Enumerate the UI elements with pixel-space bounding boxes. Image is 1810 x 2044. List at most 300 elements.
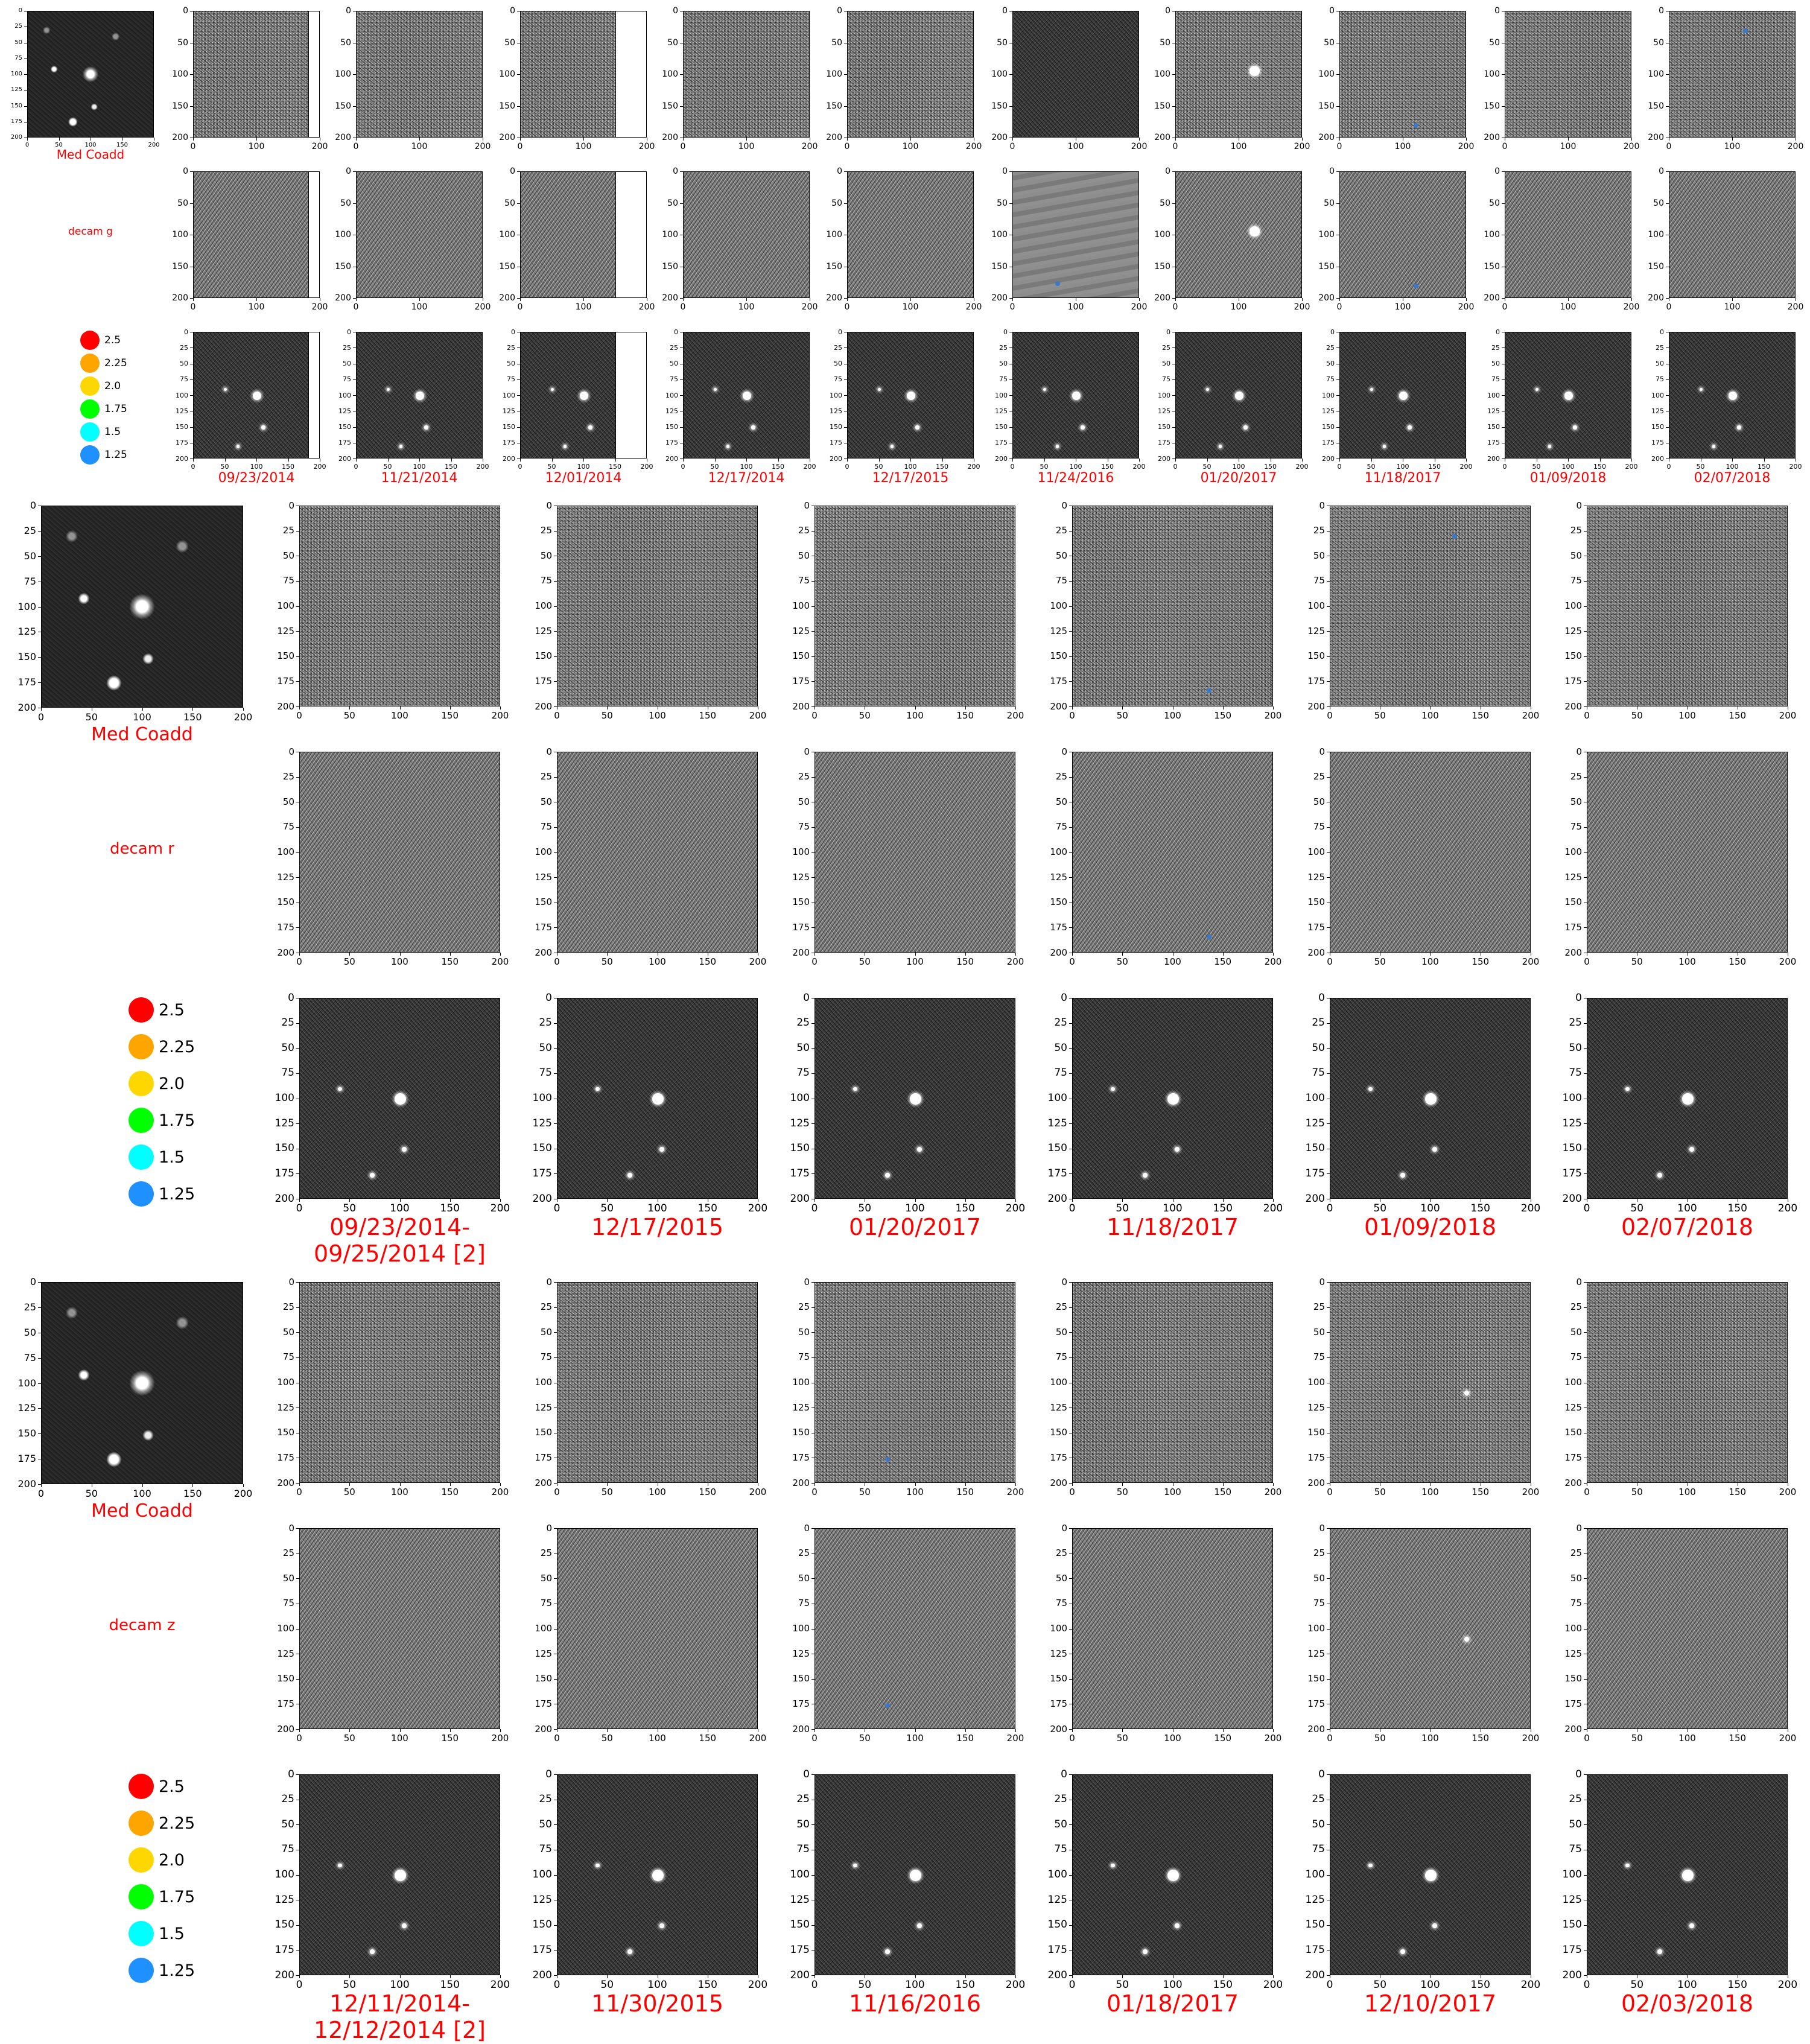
legend-label: 2.25 — [159, 1037, 195, 1056]
y-tick-label: 150 — [1487, 423, 1500, 431]
tick-mark — [683, 138, 684, 141]
y-tick-label: 200 — [1487, 454, 1500, 463]
tick-mark — [1009, 171, 1012, 172]
y-tick-label: 25 — [540, 525, 552, 536]
tick-mark — [811, 1048, 815, 1049]
y-tick-label: 200 — [830, 454, 842, 463]
tick-mark — [1584, 1123, 1587, 1124]
tick-mark — [1273, 706, 1274, 709]
tick-mark — [1666, 74, 1669, 75]
tick-mark — [554, 1774, 557, 1775]
x-tick-label: 200 — [1520, 1979, 1541, 1991]
coadd-caption: Med Coadd — [91, 1500, 193, 1522]
tick-mark — [1327, 656, 1330, 657]
y-tick-label: 75 — [796, 1843, 810, 1856]
tick-mark — [1584, 1173, 1587, 1174]
tick-mark — [353, 74, 356, 75]
x-tick-label: 150 — [1758, 463, 1770, 471]
coadd-caption: Med Coadd — [56, 147, 125, 162]
y-tick-label: 25 — [24, 1301, 36, 1313]
y-tick-label: 0 — [288, 1768, 294, 1780]
tick-mark — [746, 298, 747, 301]
x-tick-label: 200 — [1264, 1487, 1282, 1497]
y-tick-label: 75 — [540, 1598, 552, 1609]
y-tick-label: 200 — [1651, 454, 1664, 463]
tick-mark — [296, 1307, 299, 1308]
y-tick-label: 200 — [1564, 1723, 1582, 1735]
tick-mark — [1139, 298, 1140, 301]
x-tick-label: 100 — [1561, 463, 1575, 471]
y-tick-label: 0 — [1165, 167, 1170, 176]
tick-mark — [1339, 138, 1340, 141]
y-tick-label: 100 — [792, 1377, 810, 1388]
x-tick-label: 100 — [1163, 1979, 1183, 1991]
tick-mark — [915, 1729, 916, 1732]
x-tick-label: 50 — [1202, 463, 1211, 471]
legend-dot — [129, 1921, 154, 1946]
y-tick-label: 25 — [540, 771, 552, 782]
y-tick-label: 125 — [532, 1893, 552, 1906]
y-tick-label: 100 — [172, 69, 188, 79]
tick-mark — [1327, 1875, 1330, 1876]
source-blob — [885, 1173, 890, 1178]
x-tick-label: 150 — [1729, 956, 1747, 967]
y-tick-label: 0 — [674, 328, 678, 336]
source-blob — [253, 392, 262, 401]
y-tick-label: 50 — [281, 1041, 294, 1054]
y-tick-label: 75 — [282, 821, 294, 833]
y-tick-label: 125 — [1305, 1117, 1325, 1129]
y-tick-label: 50 — [1313, 1572, 1325, 1584]
y-tick-label: 0 — [1061, 1276, 1067, 1287]
x-tick-label: 0 — [25, 142, 30, 148]
date-label: 11/16/2016 — [848, 1990, 982, 2017]
y-tick-label: 100 — [535, 1623, 552, 1634]
x-tick-label: 100 — [1230, 142, 1247, 151]
y-tick-label: 0 — [1659, 6, 1664, 16]
y-tick-label: 75 — [1055, 821, 1067, 833]
y-tick-label: 0 — [804, 500, 810, 511]
y-tick-label: 0 — [803, 1768, 810, 1780]
source-blob — [1573, 425, 1577, 429]
x-tick-label: 100 — [647, 1979, 667, 1991]
x-tick-label: 100 — [902, 302, 919, 312]
x-tick-label: 150 — [1729, 710, 1747, 721]
x-tick-label: 150 — [956, 1733, 974, 1744]
y-tick-label: 150 — [792, 650, 810, 662]
diff-image-row1 — [356, 11, 483, 138]
y-tick-label: 25 — [1570, 1301, 1582, 1313]
legend-entry-1 — [129, 1811, 195, 1836]
y-tick-label: 175 — [995, 439, 1008, 447]
y-tick-label: 50 — [667, 198, 678, 208]
tick-mark — [1009, 427, 1012, 428]
y-tick-label: 125 — [1305, 1893, 1325, 1906]
source-blob — [1432, 1923, 1437, 1928]
tick-mark — [1072, 1729, 1073, 1732]
y-tick-label: 50 — [798, 1326, 810, 1338]
y-tick-label: 200 — [275, 1969, 294, 1981]
x-tick-label: 200 — [1777, 1979, 1798, 1991]
x-tick-label: 100 — [1394, 142, 1411, 151]
y-tick-label: 175 — [1158, 439, 1170, 447]
y-tick-label: 75 — [540, 821, 552, 833]
y-tick-label: 25 — [798, 525, 810, 536]
y-tick-label: 175 — [275, 1167, 294, 1179]
source-blob — [424, 425, 428, 429]
x-tick-label: 150 — [772, 463, 784, 471]
y-tick-label: 25 — [1569, 1017, 1582, 1029]
tick-mark — [419, 459, 420, 462]
y-tick-label: 200 — [1154, 293, 1170, 303]
tick-mark — [1502, 379, 1505, 380]
y-tick-label: 25 — [14, 23, 22, 30]
y-tick-label: 25 — [1055, 1547, 1067, 1559]
x-tick-label: 0 — [811, 1979, 818, 1991]
source-blob — [1737, 425, 1741, 429]
tick-mark — [1139, 459, 1140, 462]
tick-mark — [1466, 459, 1467, 462]
y-tick-label: 25 — [180, 343, 188, 352]
source-blob — [659, 1147, 664, 1152]
tick-mark — [680, 171, 683, 172]
date-label: 12/17/2014 — [708, 471, 785, 486]
tick-mark — [296, 827, 299, 828]
y-tick-label: 150 — [532, 1142, 552, 1155]
y-tick-label: 125 — [1307, 1401, 1325, 1413]
x-tick-label: 50 — [601, 1733, 613, 1744]
y-tick-label: 200 — [535, 1477, 552, 1488]
x-tick-label: 100 — [1726, 463, 1739, 471]
y-tick-label: 50 — [834, 360, 842, 367]
y-tick-label: 200 — [991, 293, 1008, 303]
tick-mark — [296, 1774, 299, 1775]
tick-mark — [715, 459, 716, 462]
x-tick-label: 200 — [1777, 1202, 1798, 1214]
y-tick-label: 125 — [1564, 871, 1582, 883]
y-tick-label: 75 — [999, 375, 1008, 384]
tick-mark — [296, 877, 299, 878]
tick-mark — [1069, 1357, 1072, 1358]
y-tick-label: 125 — [1050, 871, 1067, 883]
y-tick-label: 200 — [662, 133, 678, 142]
x-tick-label: 0 — [1336, 302, 1342, 312]
x-tick-label: 50 — [220, 463, 229, 471]
x-tick-label: 100 — [575, 302, 592, 312]
legend-label: 1.75 — [104, 403, 127, 415]
legend-entry-3 — [129, 1884, 195, 1909]
y-tick-label: 50 — [1569, 1041, 1582, 1054]
tick-mark — [192, 708, 193, 711]
y-tick-label: 50 — [1653, 37, 1664, 48]
y-tick-label: 25 — [1162, 343, 1170, 352]
y-tick-label: 125 — [1158, 407, 1170, 415]
tick-mark — [1327, 852, 1330, 853]
y-tick-label: 200 — [665, 454, 678, 463]
tick-mark — [1015, 1729, 1016, 1732]
y-tick-label: 175 — [535, 675, 552, 687]
tick-mark — [500, 1483, 501, 1486]
x-tick-label: 100 — [906, 1733, 924, 1744]
tick-mark — [353, 203, 356, 204]
x-tick-label: 200 — [1006, 1733, 1024, 1744]
tick-mark — [517, 203, 520, 204]
source-blob — [1535, 388, 1539, 391]
x-tick-label: 200 — [1005, 1202, 1026, 1214]
x-tick-label: 0 — [554, 1733, 560, 1744]
x-tick-label: 200 — [1522, 1487, 1540, 1497]
source-blob — [714, 388, 717, 391]
y-tick-label: 50 — [796, 1818, 810, 1830]
y-tick-label: 150 — [277, 897, 294, 908]
x-tick-label: 50 — [1374, 710, 1386, 721]
tick-mark — [296, 1824, 299, 1825]
y-tick-label: 100 — [277, 1377, 294, 1388]
y-tick-label: 100 — [790, 1092, 810, 1104]
tick-mark — [607, 953, 608, 956]
y-tick-label: 150 — [792, 1673, 810, 1684]
x-tick-label: 200 — [1131, 302, 1148, 312]
x-tick-label: 200 — [1005, 1979, 1026, 1991]
tick-mark — [41, 1484, 42, 1487]
x-tick-label: 50 — [343, 1487, 355, 1497]
legend-entry-4 — [80, 422, 121, 442]
y-tick-label: 50 — [340, 37, 351, 48]
x-tick-label: 50 — [874, 463, 883, 471]
x-tick-label: 150 — [441, 1733, 459, 1744]
tick-mark — [554, 1357, 557, 1358]
y-tick-label: 50 — [1653, 198, 1664, 208]
tick-mark — [142, 708, 143, 711]
x-tick-label: 200 — [1520, 1202, 1541, 1214]
x-tick-label: 100 — [390, 1979, 410, 1991]
tick-mark — [1336, 74, 1339, 75]
y-tick-label: 100 — [1047, 1868, 1067, 1881]
y-tick-label: 200 — [535, 700, 552, 712]
source-blob — [1657, 1173, 1662, 1178]
observation-image — [1587, 998, 1788, 1199]
diff-image-row2 — [815, 752, 1015, 953]
legend-entry-3 — [80, 399, 127, 419]
y-tick-label: 0 — [184, 328, 188, 336]
x-tick-label: 50 — [858, 1202, 872, 1214]
x-tick-label: 200 — [1522, 1733, 1540, 1744]
band-label: decam g — [68, 226, 113, 238]
source-blob — [917, 1923, 922, 1928]
y-tick-label: 75 — [507, 375, 515, 384]
source-blob — [1682, 1093, 1694, 1105]
y-tick-label: 200 — [826, 133, 842, 142]
x-tick-label: 200 — [1787, 302, 1804, 312]
y-tick-label: 50 — [1656, 360, 1664, 367]
y-tick-label: 100 — [1307, 1623, 1325, 1634]
x-tick-label: 0 — [553, 1202, 560, 1214]
legend-dot — [129, 1811, 154, 1836]
x-tick-label: 100 — [1724, 142, 1741, 151]
y-tick-label: 125 — [277, 625, 294, 636]
tick-mark — [1172, 203, 1175, 204]
y-tick-label: 0 — [803, 991, 810, 1004]
x-tick-label: 50 — [1367, 463, 1376, 471]
source-blob — [878, 388, 881, 391]
tick-mark — [299, 1729, 300, 1732]
x-tick-label: 0 — [680, 142, 686, 151]
y-tick-label: 0 — [837, 6, 842, 16]
y-tick-label: 0 — [1319, 746, 1325, 757]
tick-mark — [400, 706, 401, 709]
tick-mark — [450, 1975, 451, 1978]
legend-label: 2.5 — [104, 334, 121, 346]
x-tick-label: 100 — [1396, 463, 1409, 471]
source-blob — [1243, 425, 1247, 429]
legend-label: 2.25 — [104, 357, 127, 369]
y-tick-label: 150 — [535, 650, 552, 662]
observation-image — [557, 1774, 758, 1975]
legend-label: 2.0 — [159, 1074, 185, 1093]
x-tick-label: 50 — [547, 463, 556, 471]
tick-mark — [910, 138, 911, 141]
x-tick-label: 50 — [1374, 956, 1386, 967]
x-tick-label: 0 — [296, 1733, 302, 1744]
y-tick-label: 125 — [790, 1117, 810, 1129]
tick-mark — [41, 708, 42, 711]
y-tick-label: 200 — [1564, 700, 1582, 712]
x-tick-label: 0 — [296, 956, 302, 967]
x-tick-label: 100 — [1560, 302, 1577, 312]
y-tick-label: 150 — [1648, 261, 1664, 271]
tick-mark — [349, 1975, 350, 1978]
y-tick-label: 200 — [1050, 1723, 1067, 1735]
tick-mark — [1327, 1023, 1330, 1024]
y-tick-label: 125 — [277, 1401, 294, 1413]
x-tick-label: 150 — [956, 956, 974, 967]
y-tick-label: 75 — [539, 1067, 552, 1079]
x-tick-label: 0 — [554, 1487, 560, 1497]
y-tick-label: 175 — [277, 675, 294, 687]
y-tick-label: 25 — [282, 771, 294, 782]
tick-mark — [554, 927, 557, 928]
x-tick-label: 200 — [801, 302, 818, 312]
tick-mark — [680, 203, 683, 204]
source-blob — [1081, 425, 1084, 429]
y-tick-label: 200 — [1158, 454, 1170, 463]
tick-mark — [1015, 706, 1016, 709]
tick-mark — [1072, 953, 1073, 956]
x-tick-label: 100 — [575, 142, 592, 151]
tick-mark — [554, 1578, 557, 1579]
y-tick-label: 25 — [1055, 1301, 1067, 1313]
y-tick-label: 0 — [546, 746, 552, 757]
tick-mark — [811, 681, 815, 682]
tick-mark — [353, 427, 356, 428]
y-tick-label: 200 — [277, 1723, 294, 1735]
y-tick-label: 100 — [995, 391, 1008, 399]
x-tick-label: 0 — [844, 142, 850, 151]
x-tick-label: 150 — [1101, 463, 1114, 471]
observation-image — [1330, 998, 1531, 1199]
x-tick-label: 200 — [491, 956, 509, 967]
tick-mark — [1584, 1528, 1587, 1529]
tick-mark — [554, 1173, 557, 1174]
tick-mark — [1175, 459, 1176, 462]
tick-mark — [811, 1629, 815, 1630]
y-tick-label: 75 — [1313, 821, 1325, 833]
tick-mark — [1336, 171, 1339, 172]
tick-mark — [554, 1282, 557, 1283]
tick-mark — [554, 1629, 557, 1630]
x-tick-label: 100 — [1421, 1487, 1439, 1497]
source-blob — [1564, 392, 1573, 401]
observation-image — [193, 332, 320, 459]
x-tick-label: 200 — [313, 463, 326, 471]
date-label: 12/17/2015 — [591, 1214, 724, 1240]
y-tick-label: 75 — [834, 375, 842, 384]
y-tick-label: 75 — [1055, 575, 1067, 586]
y-tick-label: 75 — [24, 1351, 36, 1363]
y-tick-label: 125 — [792, 1401, 810, 1413]
y-tick-label: 200 — [1562, 1192, 1582, 1205]
y-tick-label: 50 — [540, 550, 552, 561]
tick-mark — [554, 1023, 557, 1024]
x-tick-label: 100 — [577, 463, 590, 471]
y-tick-label: 75 — [1326, 375, 1335, 384]
tick-mark — [1302, 298, 1303, 301]
y-tick-label: 175 — [10, 118, 22, 125]
x-tick-label: 150 — [1428, 463, 1441, 471]
tick-mark — [1223, 1483, 1224, 1486]
x-tick-label: 200 — [1295, 463, 1309, 471]
x-tick-label: 150 — [1470, 1979, 1490, 1991]
tick-mark — [1327, 631, 1330, 632]
y-tick-label: 200 — [277, 1477, 294, 1488]
source-blob — [853, 1864, 857, 1868]
tick-mark — [1012, 459, 1013, 462]
x-tick-label: 0 — [354, 463, 358, 471]
tick-mark — [1223, 1975, 1224, 1978]
tick-mark — [1069, 1023, 1072, 1024]
legend-dot — [129, 1181, 154, 1207]
diff-image-row1 — [557, 1282, 758, 1483]
source-blob — [588, 425, 592, 429]
y-tick-label: 200 — [792, 947, 810, 958]
y-tick-label: 150 — [1564, 1427, 1582, 1438]
source-blob — [1072, 392, 1081, 401]
y-tick-label: 200 — [1050, 947, 1067, 958]
x-tick-label: 200 — [1294, 142, 1310, 151]
tick-mark — [353, 106, 356, 107]
tick-mark — [38, 1358, 41, 1359]
tick-mark — [1069, 1073, 1072, 1074]
legend-dot — [80, 354, 100, 373]
observation-image — [1669, 332, 1796, 459]
x-tick-label: 100 — [1678, 710, 1696, 721]
tick-mark — [1139, 138, 1140, 141]
tick-mark — [1584, 1824, 1587, 1825]
x-tick-label: 50 — [1373, 1202, 1387, 1214]
tick-mark — [1069, 1048, 1072, 1049]
y-tick-label: 200 — [17, 702, 36, 713]
y-tick-label: 0 — [510, 6, 515, 16]
y-tick-label: 50 — [540, 1326, 552, 1338]
y-tick-label: 150 — [1050, 897, 1067, 908]
y-tick-label: 150 — [1318, 261, 1335, 271]
y-tick-label: 200 — [662, 293, 678, 303]
y-tick-label: 150 — [172, 101, 188, 111]
y-tick-label: 100 — [1562, 1868, 1582, 1881]
tick-mark — [1336, 106, 1339, 107]
y-tick-label: 0 — [183, 6, 188, 16]
legend-dot — [129, 1958, 154, 1983]
